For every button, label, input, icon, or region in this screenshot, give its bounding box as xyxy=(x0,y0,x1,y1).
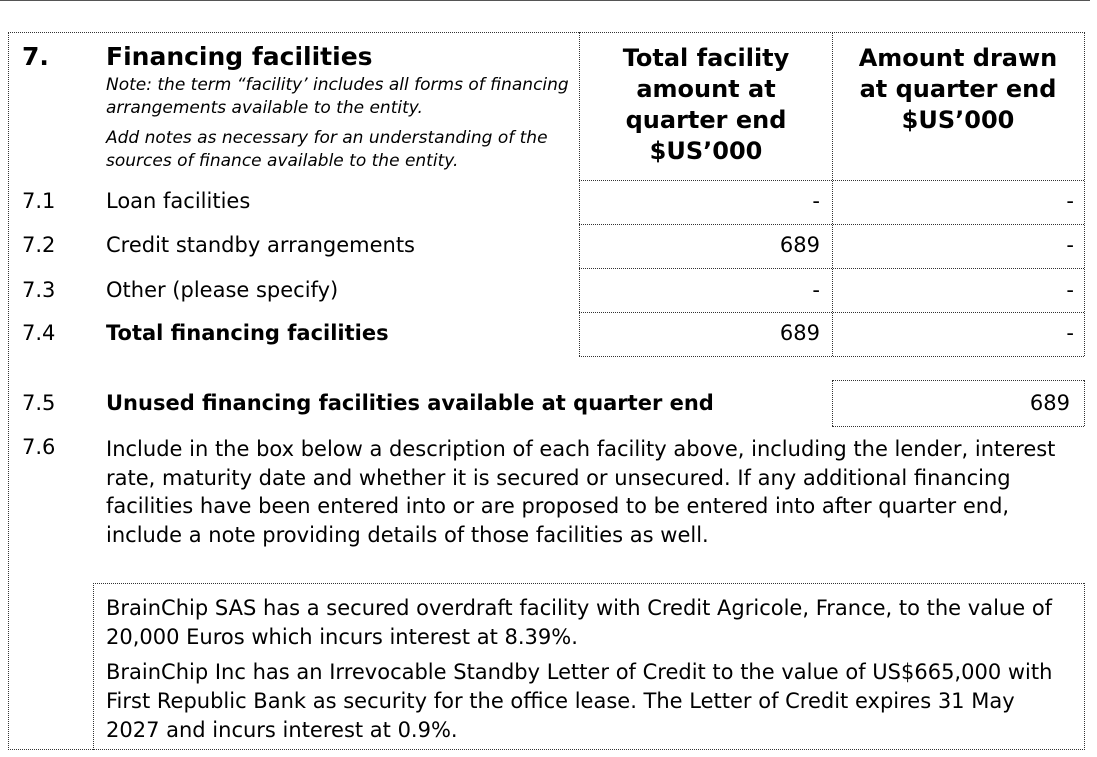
unused-value: 689 xyxy=(1029,391,1070,415)
frame-bottom xyxy=(8,749,1085,750)
row-label: Loan facilities xyxy=(106,189,251,213)
row-number: 7.4 xyxy=(22,321,56,345)
col-divider-right xyxy=(1084,32,1085,356)
row-number: 7.1 xyxy=(22,189,56,213)
instruction-number: 7.6 xyxy=(22,435,56,459)
top-rule xyxy=(0,0,1090,1)
row-drawn-value: - xyxy=(1066,321,1074,345)
unused-box-top xyxy=(832,380,1084,381)
col-divider-left xyxy=(579,32,580,356)
row-divider xyxy=(579,268,1084,269)
row-divider xyxy=(579,312,1084,313)
row-number: 7.3 xyxy=(22,278,56,302)
unused-number: 7.5 xyxy=(22,391,56,415)
unused-box-bottom xyxy=(832,426,1084,427)
row-total-value: - xyxy=(812,189,820,213)
row-label: Total financing facilities xyxy=(106,321,389,345)
section-number: 7. xyxy=(22,42,49,71)
row-drawn-value: - xyxy=(1066,189,1074,213)
row-divider xyxy=(579,356,1084,357)
col-divider-middle xyxy=(832,32,833,356)
section-title: Financing facilities xyxy=(106,42,373,71)
description-box-left xyxy=(93,583,94,750)
row-total-value: 689 xyxy=(779,321,820,345)
row-drawn-value: - xyxy=(1066,233,1074,257)
unused-box-left xyxy=(832,380,833,426)
description-box-top xyxy=(93,583,1084,584)
row-total-value: 689 xyxy=(779,233,820,257)
instruction-text: Include in the box below a description of each facility above, including the lender, interest rate, maturity date and whether it is secured or unsecured. If any additional financing facilities have been entered into or are proposed to be entered into after quarter end, include a note providing details of those facilities as well. xyxy=(106,437,1056,547)
row-divider xyxy=(579,180,1084,181)
row-drawn-value: - xyxy=(1066,278,1074,302)
row-divider xyxy=(579,224,1084,225)
facility-description-1: BrainChip SAS has a secured overdraft facility with Credit Agricole, France, to the value of 20,000 Euros which incurs interest at 8.39%. xyxy=(106,596,1053,649)
unused-label: Unused financing facilities available at quarter end xyxy=(106,391,714,415)
section-note-additional: Add notes as necessary for an understanding of the sources of finance available to the entity. xyxy=(106,128,548,171)
row-total-value: - xyxy=(812,278,820,302)
section-note-facility: Note: the term “facility’ includes all forms of financing arrangements available to the entity. xyxy=(106,75,569,118)
column-header-total-facility: Total facility amount at quarter end $US’000 xyxy=(622,44,790,165)
unused-box-right xyxy=(1084,380,1085,426)
row-label: Credit standby arrangements xyxy=(106,233,416,257)
row-label: Other (please specify) xyxy=(106,278,339,302)
description-box-right xyxy=(1084,583,1085,750)
column-header-amount-drawn: Amount drawn at quarter end $US’000 xyxy=(858,44,1058,134)
facility-description-2: BrainChip Inc has an Irrevocable Standby Letter of Credit to the value of US$665,000 with First Republic Bank as security for the office lease. The Letter of Credit expires 31 May 2027 and incurs interest at 0.9%. xyxy=(106,660,1053,742)
row-number: 7.2 xyxy=(22,233,56,257)
